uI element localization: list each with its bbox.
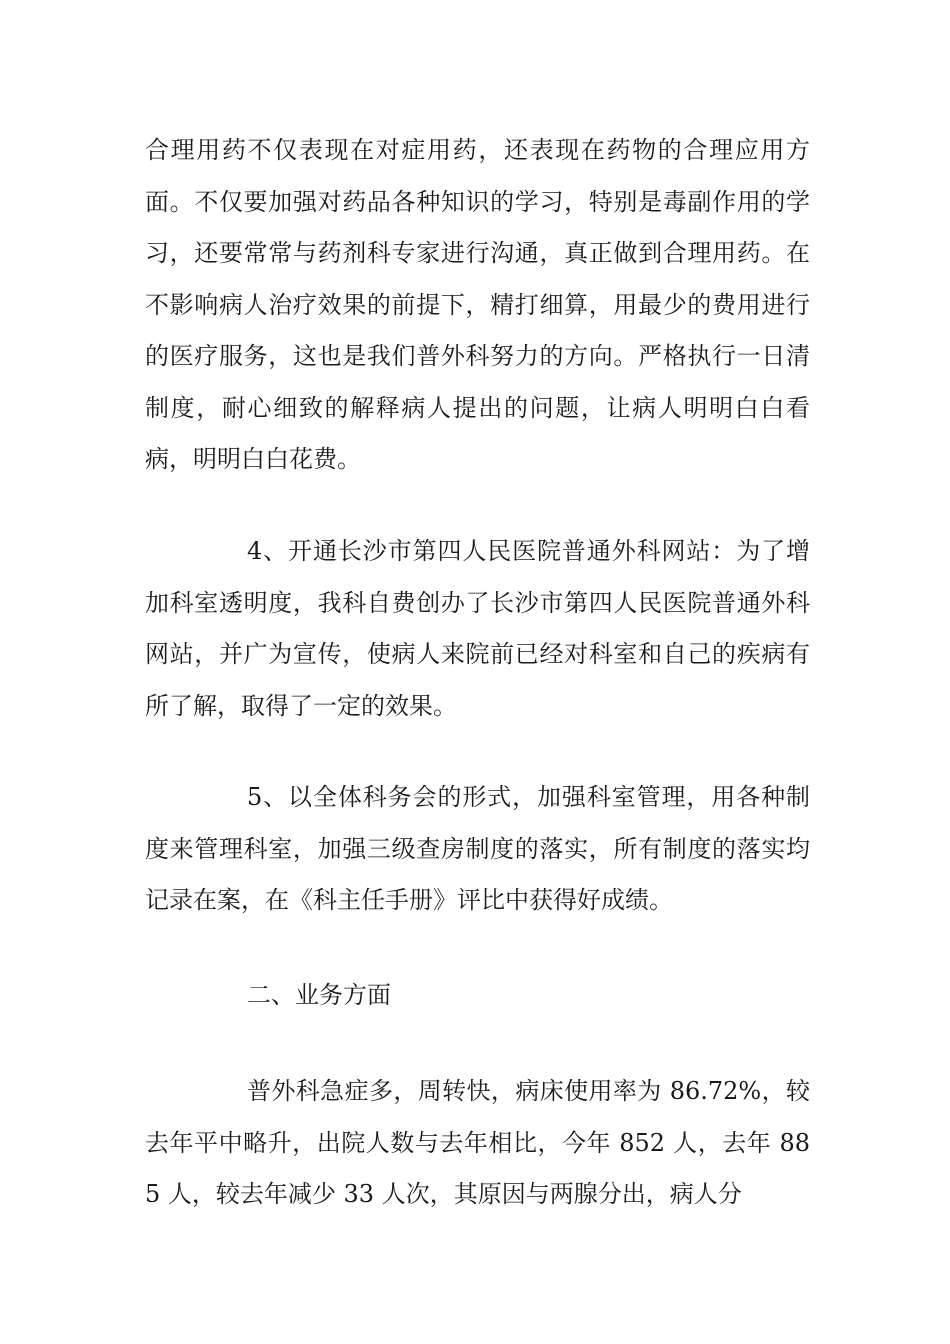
section-heading-business: 二、业务方面 [247, 981, 391, 1009]
paragraph-website: 4、开通长沙市第四人民医院普通外科网站：为了增加科室透明度，我科自费创办了长沙市第四人民医院普通外科网站，并广为宣传，使病人来院前已经对科室和自己的疾病有所了解，取得了一定的效果。 [145, 537, 810, 720]
paragraph-management: 5、以全体科务会的形式，加强科室管理，用各种制度来管理科室，加强三级查房制度的落实，所有制度的落实均记录在案，在《科主任手册》评比中获得好成绩。 [145, 783, 810, 914]
paragraph-business-stats: 普外科急症多，周转快，病床使用率为 86.72%，较去年平中略升，出院人数与去年相比，今年 852 人，去年 885 人，较去年减少 33 人次，其原因与两腺分出，病人分 [145, 1077, 810, 1208]
paragraph-rational-drug-use: 合理用药不仅表现在对症用药，还表现在药物的合理应用方面。不仅要加强对药品各种知识的学习，特别是毒副作用的学习，还要常常与药剂科专家进行沟通，真正做到合理用药。在不影响病人治疗效果的前提下，精打细算，用最少的费用进行的医疗服务，这也是我们普外科努力的方向。严格执行一日清制度，耐心细致的解释病人提出的问题，让病人明明白白看病，明明白白花费。 [145, 136, 810, 473]
